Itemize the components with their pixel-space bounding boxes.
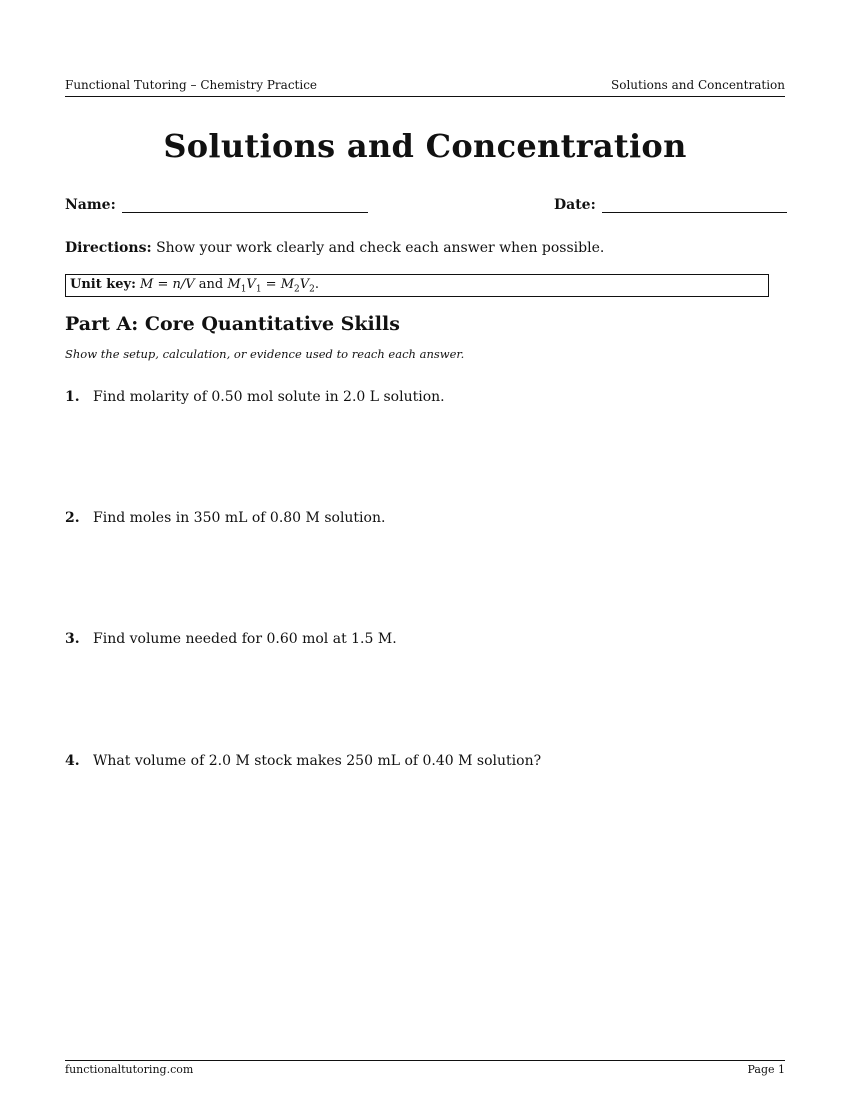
- question-text: Find moles in 350 mL of 0.80 M solution.: [93, 510, 386, 526]
- dilution-formula: $M_1V_1 = M_2V_2$: [227, 277, 315, 295]
- question-item: [65, 753, 541, 769]
- directions: [65, 240, 604, 256]
- date-label: Date:: [554, 197, 596, 213]
- section-subtitle: Show the setup, calculation, or evidence used to reach each answer.: [65, 347, 465, 361]
- question-item: [65, 631, 397, 647]
- question-number: 3.: [65, 631, 80, 647]
- unit-key-box: Unit key: M = n/V and $M_1V_1 = M_2V_2$.: [65, 274, 769, 297]
- name-field: [65, 197, 368, 213]
- running-header: [65, 78, 785, 97]
- header-course-title: Functional Tutoring – Chemistry Practice: [65, 78, 318, 92]
- unit-key-label: Unit key:: [70, 277, 136, 292]
- molarity-formula: M = n/V: [140, 277, 195, 292]
- question-text: Find molarity of 0.50 mol solute in 2.0 L solution.: [93, 389, 445, 405]
- question-item: [65, 510, 385, 526]
- question-text: Find volume needed for 0.60 mol at 1.5 M.: [93, 631, 397, 647]
- footer-website: functionaltutoring.com: [65, 1063, 194, 1076]
- header-topic: Solutions and Concentration: [611, 78, 785, 92]
- directions-label: Directions:: [65, 240, 152, 256]
- formula-joiner: and: [198, 277, 224, 292]
- question-item: [65, 389, 445, 405]
- question-number: 1.: [65, 389, 80, 405]
- name-label: Name:: [65, 197, 116, 213]
- page-title: Solutions and Concentration: [163, 127, 687, 165]
- question-number: 2.: [65, 510, 80, 526]
- section-title: Part A: Core Quantitative Skills: [65, 313, 400, 335]
- question-number: 4.: [65, 753, 80, 769]
- date-field: [554, 197, 787, 213]
- name-blank-line[interactable]: [122, 198, 368, 213]
- directions-text: Show your work clearly and check each answer when possible.: [156, 240, 605, 256]
- running-footer: [65, 1060, 785, 1076]
- page-number: Page 1: [747, 1063, 785, 1076]
- question-text: What volume of 2.0 M stock makes 250 mL of 0.40 M solution?: [93, 753, 542, 769]
- date-blank-line[interactable]: [602, 198, 787, 213]
